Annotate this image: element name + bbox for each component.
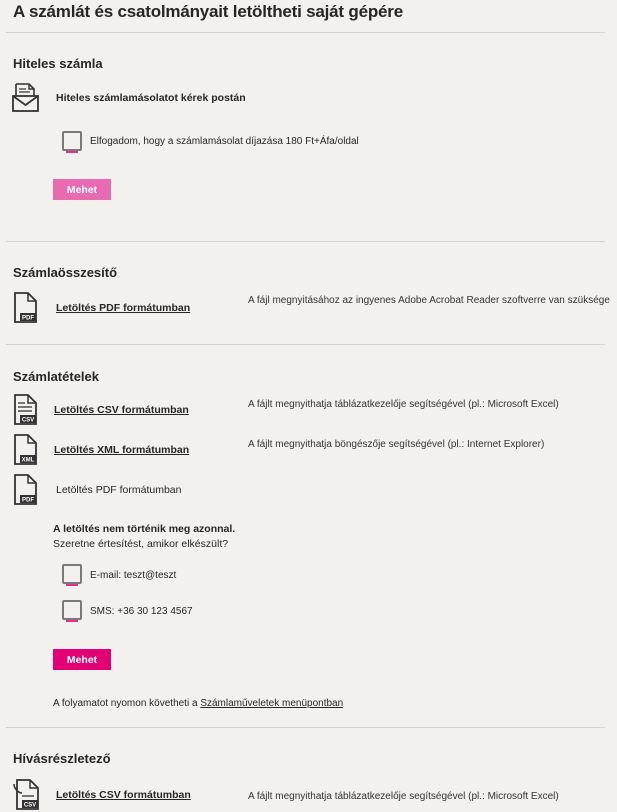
divider	[6, 344, 605, 345]
svg-text:CSV: CSV	[21, 417, 35, 424]
section-title-hiteles: Hiteles számla	[13, 56, 103, 71]
section-title-osszesito: Számlaösszesítő	[13, 265, 118, 280]
track-text	[53, 698, 343, 709]
hivas-csv-link[interactable]: Letöltés CSV formátumban	[56, 789, 191, 801]
notice-title: A letöltés nem történik meg azonnal.	[53, 523, 236, 535]
divider	[6, 727, 605, 728]
tetelek-xml-link[interactable]: Letöltés XML formátumban	[54, 444, 190, 456]
pdf-file-icon	[13, 292, 38, 323]
divider	[6, 32, 605, 33]
section-title-tetelek: Számlatételek	[13, 369, 99, 384]
track-link[interactable]: Számlaműveletek menüpontban	[200, 698, 344, 709]
csv-file-icon	[13, 394, 38, 425]
osszesito-pdf-link[interactable]: Letöltés PDF formátumban	[56, 302, 191, 314]
tetelek-submit-button[interactable]: Mehet	[53, 649, 111, 670]
osszesito-pdf-description: A fájl megnyitásához az ingyenes Adobe Acrobat Reader szoftverre van szüksége	[248, 295, 610, 306]
csv-file-icon	[13, 779, 40, 810]
tetelek-pdf-label: Letöltés PDF formátumban	[56, 484, 182, 496]
svg-text:PDF: PDF	[22, 497, 34, 504]
tetelek-xml-description: A fájlt megnyithatja böngészője segítségével (pl.: Internet Explorer)	[248, 439, 545, 450]
tetelek-csv-description: A fájlt megnyithatja táblázatkezelője segítségével (pl.: Microsoft Excel)	[248, 399, 559, 410]
divider	[6, 241, 605, 242]
sms-notify-checkbox[interactable]	[62, 600, 82, 620]
svg-text:XML: XML	[21, 457, 35, 464]
pdf-file-icon	[13, 474, 38, 505]
xml-file-icon	[13, 434, 38, 465]
hiteles-request-label: Hiteles számlamásolatot kérek postán	[56, 92, 246, 104]
svg-text:PDF: PDF	[22, 315, 34, 322]
accept-fee-label: Elfogadom, hogy a számlamásolat díjazása 180 Ft+Áfa/oldal	[90, 136, 359, 147]
notice-subtitle: Szeretne értesítést, amikor elkészült?	[53, 538, 229, 550]
tetelek-csv-link[interactable]: Letöltés CSV formátumban	[54, 404, 189, 416]
accept-fee-checkbox[interactable]	[62, 131, 82, 151]
svg-text:CSV: CSV	[23, 802, 37, 809]
hivas-csv-description: A fájlt megnyithatja táblázatkezelője segítségével (pl.: Microsoft Excel)	[248, 791, 559, 802]
hiteles-submit-button[interactable]: Mehet	[53, 179, 111, 200]
email-notify-checkbox[interactable]	[62, 564, 82, 584]
page-title: A számlát és csatolmányait letöltheti saját gépére	[13, 2, 403, 21]
section-title-hivas: Hívásrészletező	[13, 751, 111, 766]
sms-notify-label: SMS: +36 30 123 4567	[90, 606, 193, 617]
email-notify-label: E-mail: teszt@teszt	[90, 570, 177, 581]
envelope-icon	[12, 83, 39, 113]
track-prefix: A folyamatot nyomon követheti a	[53, 698, 201, 709]
